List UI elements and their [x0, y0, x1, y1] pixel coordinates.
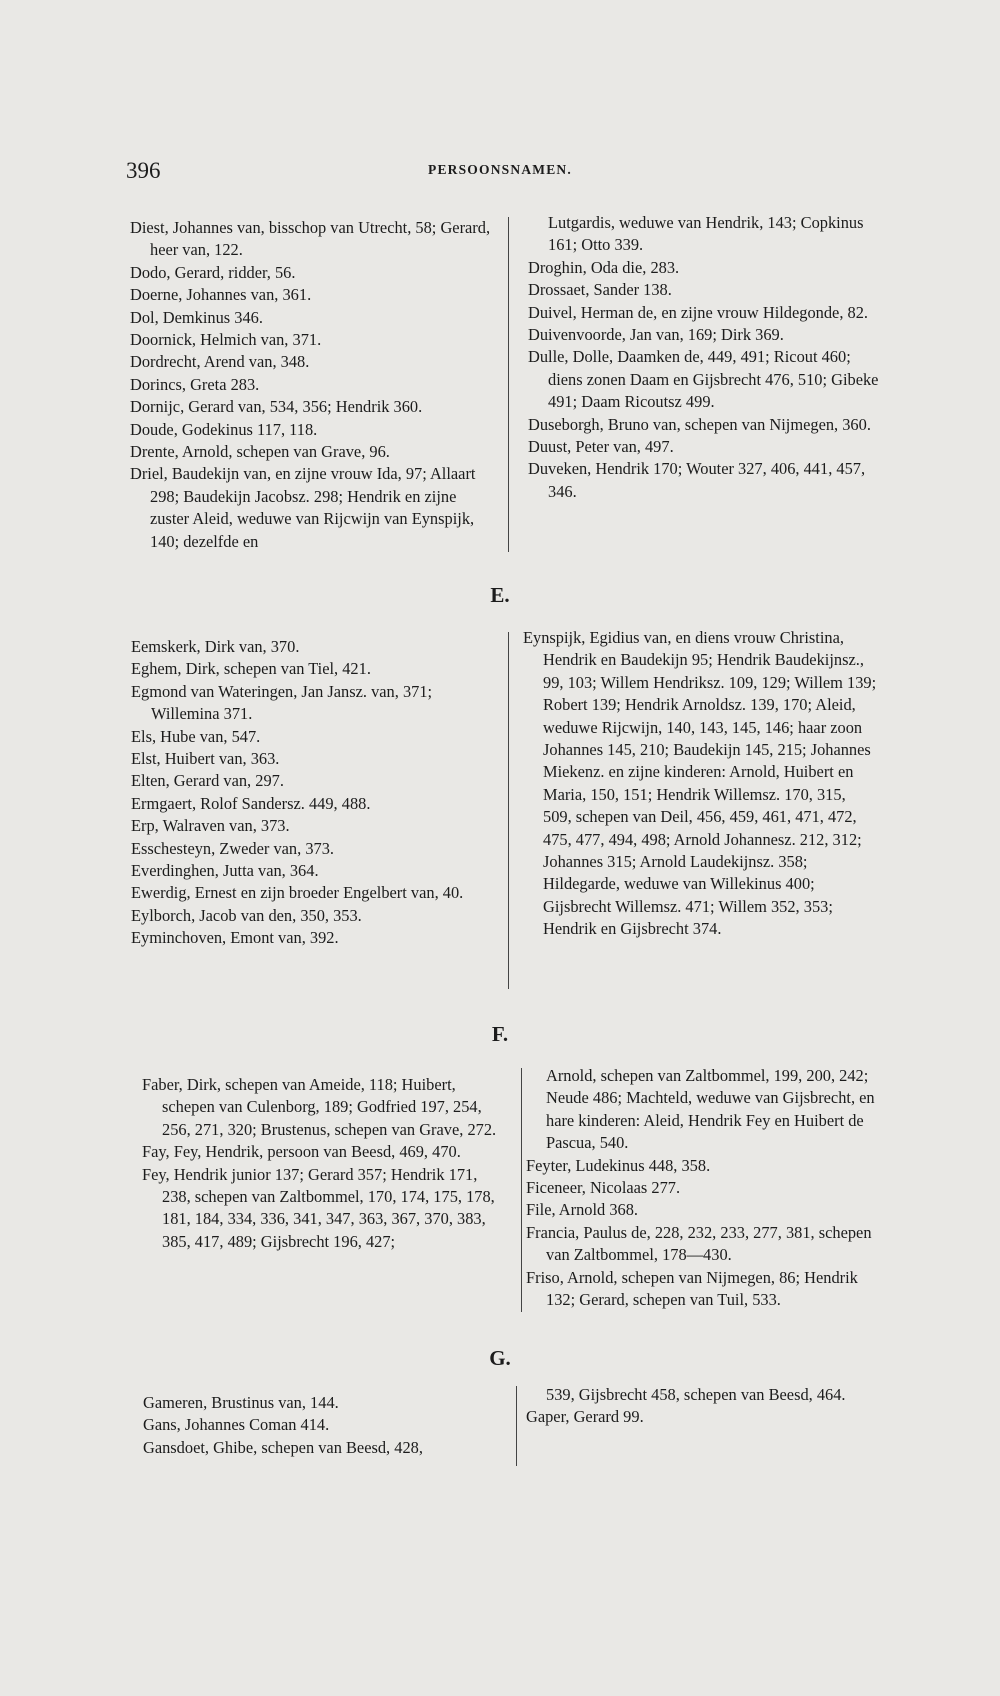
index-entry: Elst, Huibert van, 363. [131, 749, 280, 769]
section-f-right-column [526, 1065, 884, 1311]
index-entry: Gans, Johannes Coman 414. [143, 1415, 330, 1435]
index-entry: Gameren, Brustinus van, 144. [143, 1393, 339, 1412]
section-f-left-column [142, 1074, 497, 1253]
index-entry: Dornijc, Gerard van, 534, 356; Hendrik 360. [130, 397, 423, 417]
section-d-left-column [130, 217, 492, 553]
column-divider [521, 1068, 522, 1312]
index-entry: Gansdoet, Ghibe, schepen van Beesd, 428, [143, 1437, 423, 1457]
section-letter-g: G. [489, 1346, 511, 1370]
section-letter-e: E. [490, 583, 510, 607]
running-title: PERSOONSNAMEN. [428, 162, 572, 177]
section-e-left-column [131, 636, 493, 950]
index-entry: Eemskerk, Dirk van, 370. [131, 637, 300, 656]
index-entry: Eyminchoven, Emont van, 392. [131, 928, 339, 948]
index-entry: Ficeneer, Nicolaas 277. [526, 1178, 681, 1198]
index-entry: Egmond van Wateringen, Jan Jansz. van, 371; Willemina 371. [131, 681, 433, 724]
column-divider [508, 632, 509, 989]
index-entry: Driel, Baudekijn van, en zijne vrouw Ida, 97; Allaart 298; Baudekijn Jacobsz. 298; Hendrik en zijne zuster Aleid, weduwe van Rijcwijn van Eynspijk, 140; dezelfde en [130, 464, 476, 551]
index-entry: Dordrecht, Arend van, 348. [130, 352, 310, 372]
index-entry: Els, Hube van, 547. [131, 726, 261, 746]
index-entry: Feyter, Ludekinus 448, 358. [526, 1155, 711, 1175]
index-entry: Duivenvoorde, Jan van, 169; Dirk 369. [528, 325, 784, 345]
column-divider [508, 217, 509, 552]
index-entry: Dulle, Dolle, Daamken de, 449, 491; Ricout 460; diens zonen Daam en Gijsbrecht 476, 510; Gibeke 491; Daam Ricoutsz 499. [528, 347, 879, 412]
index-entry: Esschesteyn, Zweder van, 373. [131, 838, 335, 858]
index-entry: Drossaet, Sander 138. [528, 280, 672, 300]
index-entry: Eghem, Dirk, schepen van Tiel, 421. [131, 659, 371, 679]
index-entry: Ermgaert, Rolof Sandersz. 449, 488. [131, 793, 371, 813]
index-entry: Doerne, Johannes van, 361. [130, 285, 312, 305]
column-divider [516, 1386, 517, 1466]
index-entry: Dorincs, Greta 283. [130, 374, 260, 394]
section-g-left-column [143, 1392, 508, 1459]
index-entry: Dol, Demkinus 346. [130, 307, 263, 327]
index-entry: Eynspijk, Egidius van, en diens vrouw Christina, Hendrik en Baudekijn 95; Hendrik Baudekijnsz., 99, 103; Willem Hendriksz. 109, 129; Willem 139; Robert 139; Hendrik Arnoldsz. 139, 170; Aleid, weduwe Rijcwijn, 140, 143, 145, 146; haar zoon Johannes 145, 210; Baudekijn 145, 215; Johannes Miekenz. en zijne kinderen: Arnold, Huibert en Maria, 150, 151; Hendrik Willemsz. 170, 315, 509, schepen van Deil, 456, 459, 461, 471, 472, 475, 477, 494, 498; Arnold Johannesz. 212, 312; Johannes 315; Arnold Laudekijnsz. 358; Hildegarde, weduwe van Willekinus 400; Gijsbrecht Willemsz. 471; Willem 352, 353; Hendrik en Gijsbrecht 374. [523, 628, 877, 939]
index-entry: Drente, Arnold, schepen van Grave, 96. [130, 442, 390, 462]
index-entry: Ewerdig, Ernest en zijn broeder Engelbert van, 40. [131, 883, 464, 903]
index-entry: Faber, Dirk, schepen van Ameide, 118; Huibert, schepen van Culenborg, 189; Godfried 197, 254, 256, 271, 320; Brustenus, schepen van Grave, 272. [142, 1075, 497, 1139]
section-e-right-column [523, 627, 878, 941]
page-number: 396 [126, 158, 161, 183]
section-g-right-column [526, 1384, 884, 1429]
section-letter-f: F. [491, 1022, 509, 1046]
index-entry: Duveken, Hendrik 170; Wouter 327, 406, 441, 457, 346. [528, 459, 866, 501]
index-entry: File, Arnold 368. [526, 1200, 639, 1220]
index-entry: Gaper, Gerard 99. [526, 1407, 644, 1427]
index-entry: Duust, Peter van, 497. [528, 437, 674, 457]
index-entry: Eylborch, Jacob van den, 350, 353. [131, 905, 362, 925]
index-entry: Diest, Johannes van, bisschop van Utrecht, 58; Gerard, heer van, 122. [130, 218, 491, 260]
index-entry: Fey, Hendrik junior 137; Gerard 357; Hendrik 171, 238, schepen van Zaltbommel, 170, 174, 175, 178, 181, 184, 334, 336, 341, 347, 363, 367, 370, 383, 385, 417, 489; Gijsbrecht 196, 427; [142, 1164, 495, 1251]
index-entry: Duivel, Herman de, en zijne vrouw Hildegonde, 82. [528, 302, 869, 322]
index-entry: Droghin, Oda die, 283. [528, 257, 680, 277]
index-entry: Doornick, Helmich van, 371. [130, 330, 322, 350]
index-entry: Doude, Godekinus 117, 118. [130, 419, 318, 439]
index-entry: Duseborgh, Bruno van, schepen van Nijmegen, 360. [528, 414, 871, 434]
index-entry: Dodo, Gerard, ridder, 56. [130, 262, 296, 282]
index-entry: Friso, Arnold, schepen van Nijmegen, 86; Hendrik 132; Gerard, schepen van Tuil, 533. [526, 1267, 858, 1310]
index-entry: 539, Gijsbrecht 458, schepen van Beesd, 464. [546, 1385, 846, 1404]
index-entry: Francia, Paulus de, 228, 232, 233, 277, 381, schepen van Zaltbommel, 178—430. [526, 1222, 872, 1265]
index-entry: Erp, Walraven van, 373. [131, 816, 290, 836]
index-entry: Fay, Fey, Hendrik, persoon van Beesd, 469, 470. [142, 1142, 461, 1162]
index-entry: Lutgardis, weduwe van Hendrik, 143; Copkinus 161; Otto 339. [548, 213, 864, 255]
index-entry: Elten, Gerard van, 297. [131, 771, 284, 791]
index-entry: Everdinghen, Jutta van, 364. [131, 861, 319, 881]
index-entry: Arnold, schepen van Zaltbommel, 199, 200, 242; Neude 486; Machteld, weduwe van Gijsbrecht, en hare kinderen: Aleid, Hendrik Fey en Huibert de Pascua, 540. [546, 1066, 875, 1153]
section-d-right-column [528, 212, 880, 503]
